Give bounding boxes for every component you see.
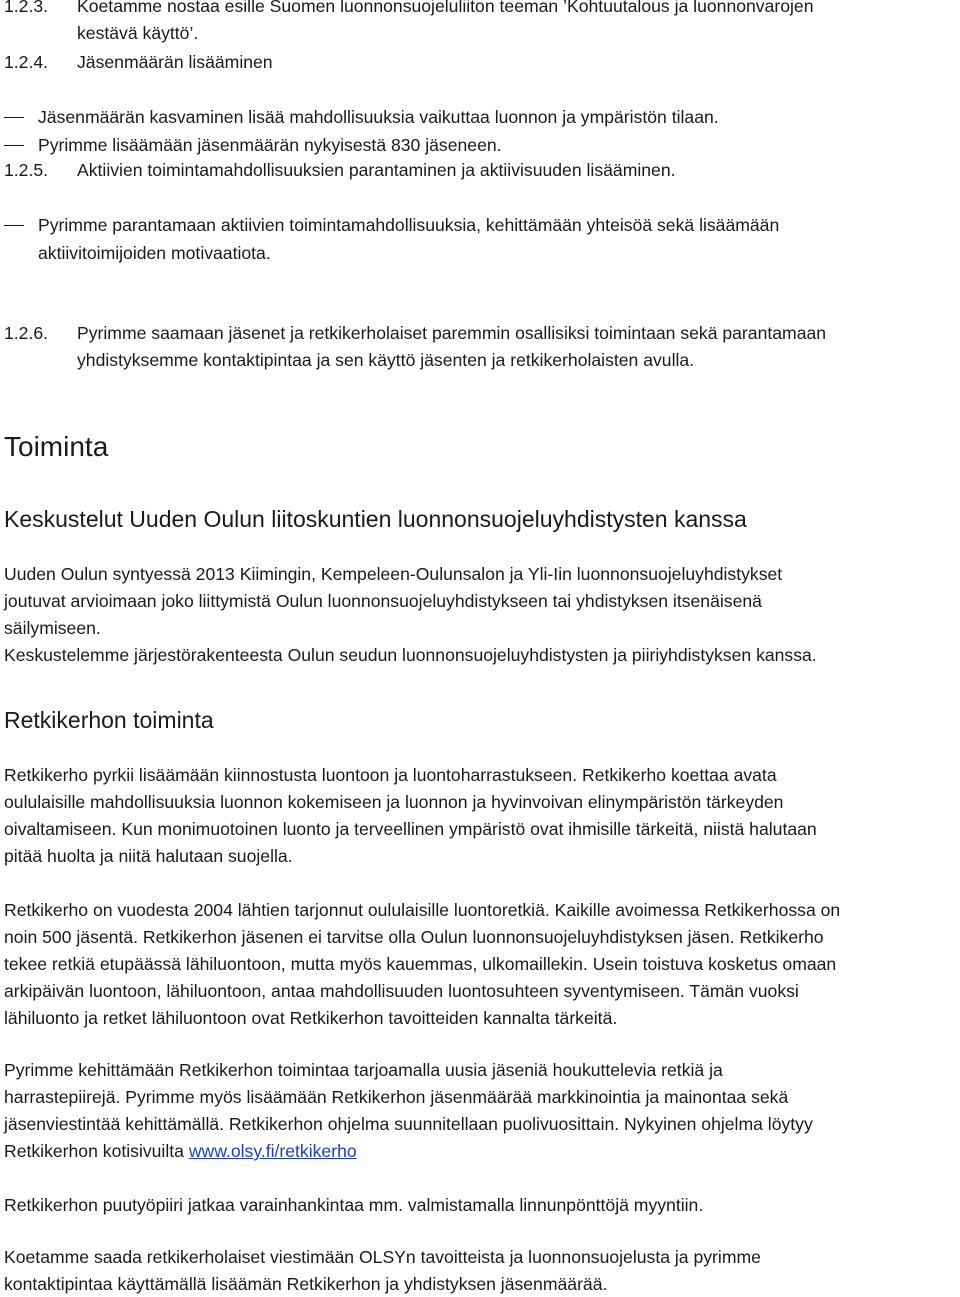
paragraph-line: oivaltamiseen. Kun monimuotoinen luonto ja terveellinen ympäristö ovat ihmisille tärkeitä, niistä halutaan [4,819,817,839]
retkikerho-link[interactable]: www.olsy.fi/retkikerho [188,1141,357,1161]
item-number: 1.2.4. [4,52,49,72]
paragraph-line: joutuvat arvioimaan joko liittymistä Oulun luonnonsuojeluyhdistykseen tai yhdistyksen itsenäisenä [4,591,762,611]
paragraph-line: Retkikerhon puutyöpiiri jatkaa varainhankintaa mm. valmistamalla linnunpönttöjä myyntiin. [4,1195,704,1215]
item-number: 1.2.5. [4,160,49,180]
item-text: Pyrimme saamaan jäsenet ja retkikerholaiset paremmin osallisiksi toimintaan sekä parantamaan [77,323,827,343]
bullet-text: Pyrimme parantamaan aktiivien toimintamahdollisuuksia, kehittämään yhteisöä sekä lisäämään [38,215,780,235]
bullet-text: Pyrimme lisäämään jäsenmäärän nykyisestä 830 jäseneen. [38,135,502,155]
item-text: kestävä käyttö’. [77,23,199,43]
paragraph-line: harrastepiirejä. Pyrimme myös lisäämään Retkikerhon jäsenmäärää markkinointia ja mainontaa sekä [4,1087,789,1107]
paragraph-line: kontaktipintaa käyttämällä lisäämän Retkikerhon ja yhdistyksen jäsenmäärää. [4,1274,608,1294]
paragraph-line: pitää huolta ja niitä halutaan suojella. [4,846,293,866]
paragraph-line: Keskustelemme järjestörakenteesta Oulun seudun luonnonsuojeluyhdistysten ja piiriyhdistyksen kanssa. [4,645,817,665]
bullet-dash [4,225,24,226]
paragraph-line [4,1140,357,1162]
paragraph-line: noin 500 jäsentä. Retkikerhon jäsenen ei tarvitse olla Oulun luonnonsuojeluyhdistyksen jäsen. Retkikerho [4,927,824,947]
paragraph-line: Retkikerho pyrkii lisäämään kiinnostusta luontoon ja luontoharrastukseen. Retkikerho koettaa avata [4,765,777,785]
bullet-text: Jäsenmäärän kasvaminen lisää mahdollisuuksia vaikuttaa luonnon ja ympäristön tilaan. [38,107,719,127]
paragraph-line: arkipäivän luontoon, lähiluontoon, antaa mahdollisuuden luontosuhteen syventymiseen. Tämän vuoksi [4,981,799,1001]
paragraph-line: Retkikerho on vuodesta 2004 lähtien tarjonnut oululaisille luontoretkiä. Kaikille avoimessa Retkikerhossa on [4,900,841,920]
bullet-text: aktiivitoimijoiden motivaatiota. [38,243,271,263]
section-heading: Keskustelut Uuden Oulun liitoskuntien luonnonsuojeluyhdistysten kanssa [4,506,747,532]
paragraph-line: tekee retkiä etupäässä lähiluontoon, mutta myös kauemmas, ulkomaillekin. Usein toistuva kosketus omaan [4,954,837,974]
item-text: yhdistyksemme kontaktipintaa ja sen käyttö jäsenten ja retkikerholaisten avulla. [77,350,695,370]
item-number: 1.2.3. [4,0,49,16]
paragraph-line: säilymiseen. [4,618,101,638]
bullet-dash [4,117,24,118]
section-heading: Retkikerhon toiminta [4,707,214,733]
paragraph-line: oululaisille mahdollisuuksia luonnon kokemiseen ja luonnon ja hyvinvoivan elinympäristön tärkeyden [4,792,784,812]
paragraph-line: Pyrimme kehittämään Retkikerhon toimintaa tarjoamalla uusia jäseniä houkuttelevia retkiä ja [4,1060,723,1080]
paragraph-line: Uuden Oulun syntyessä 2013 Kiimingin, Kempeleen-Oulunsalon ja Yli-Iin luonnonsuojeluyhdistykset [4,564,783,584]
main-heading: Toiminta [4,431,109,462]
item-text: Jäsenmäärän lisääminen [77,52,273,72]
item-text: Koetamme nostaa esille Suomen luonnonsuojeluliiton teeman ’Kohtuutalous ja luonnonvarojen [77,0,814,16]
paragraph-line: Koetamme saada retkikerholaiset viestimään OLSYn tavoitteista ja luonnonsuojelusta ja pyrimme [4,1247,761,1267]
paragraph-line: jäsenviestintää kehittämällä. Retkikerhon ohjelma suunnitellaan puolivuosittain. Nykyinen ohjelma löytyy [4,1114,813,1134]
item-text: Aktiivien toimintamahdollisuuksien parantaminen ja aktiivisuuden lisääminen. [77,160,676,180]
bullet-dash [4,145,24,146]
paragraph-line: lähiluonto ja retket lähiluontoon ovat Retkikerhon tavoitteiden kannalta tärkeitä. [4,1008,618,1028]
paragraph-text: Retkikerhon kotisivuilta [4,1141,189,1161]
item-number: 1.2.6. [4,323,49,343]
